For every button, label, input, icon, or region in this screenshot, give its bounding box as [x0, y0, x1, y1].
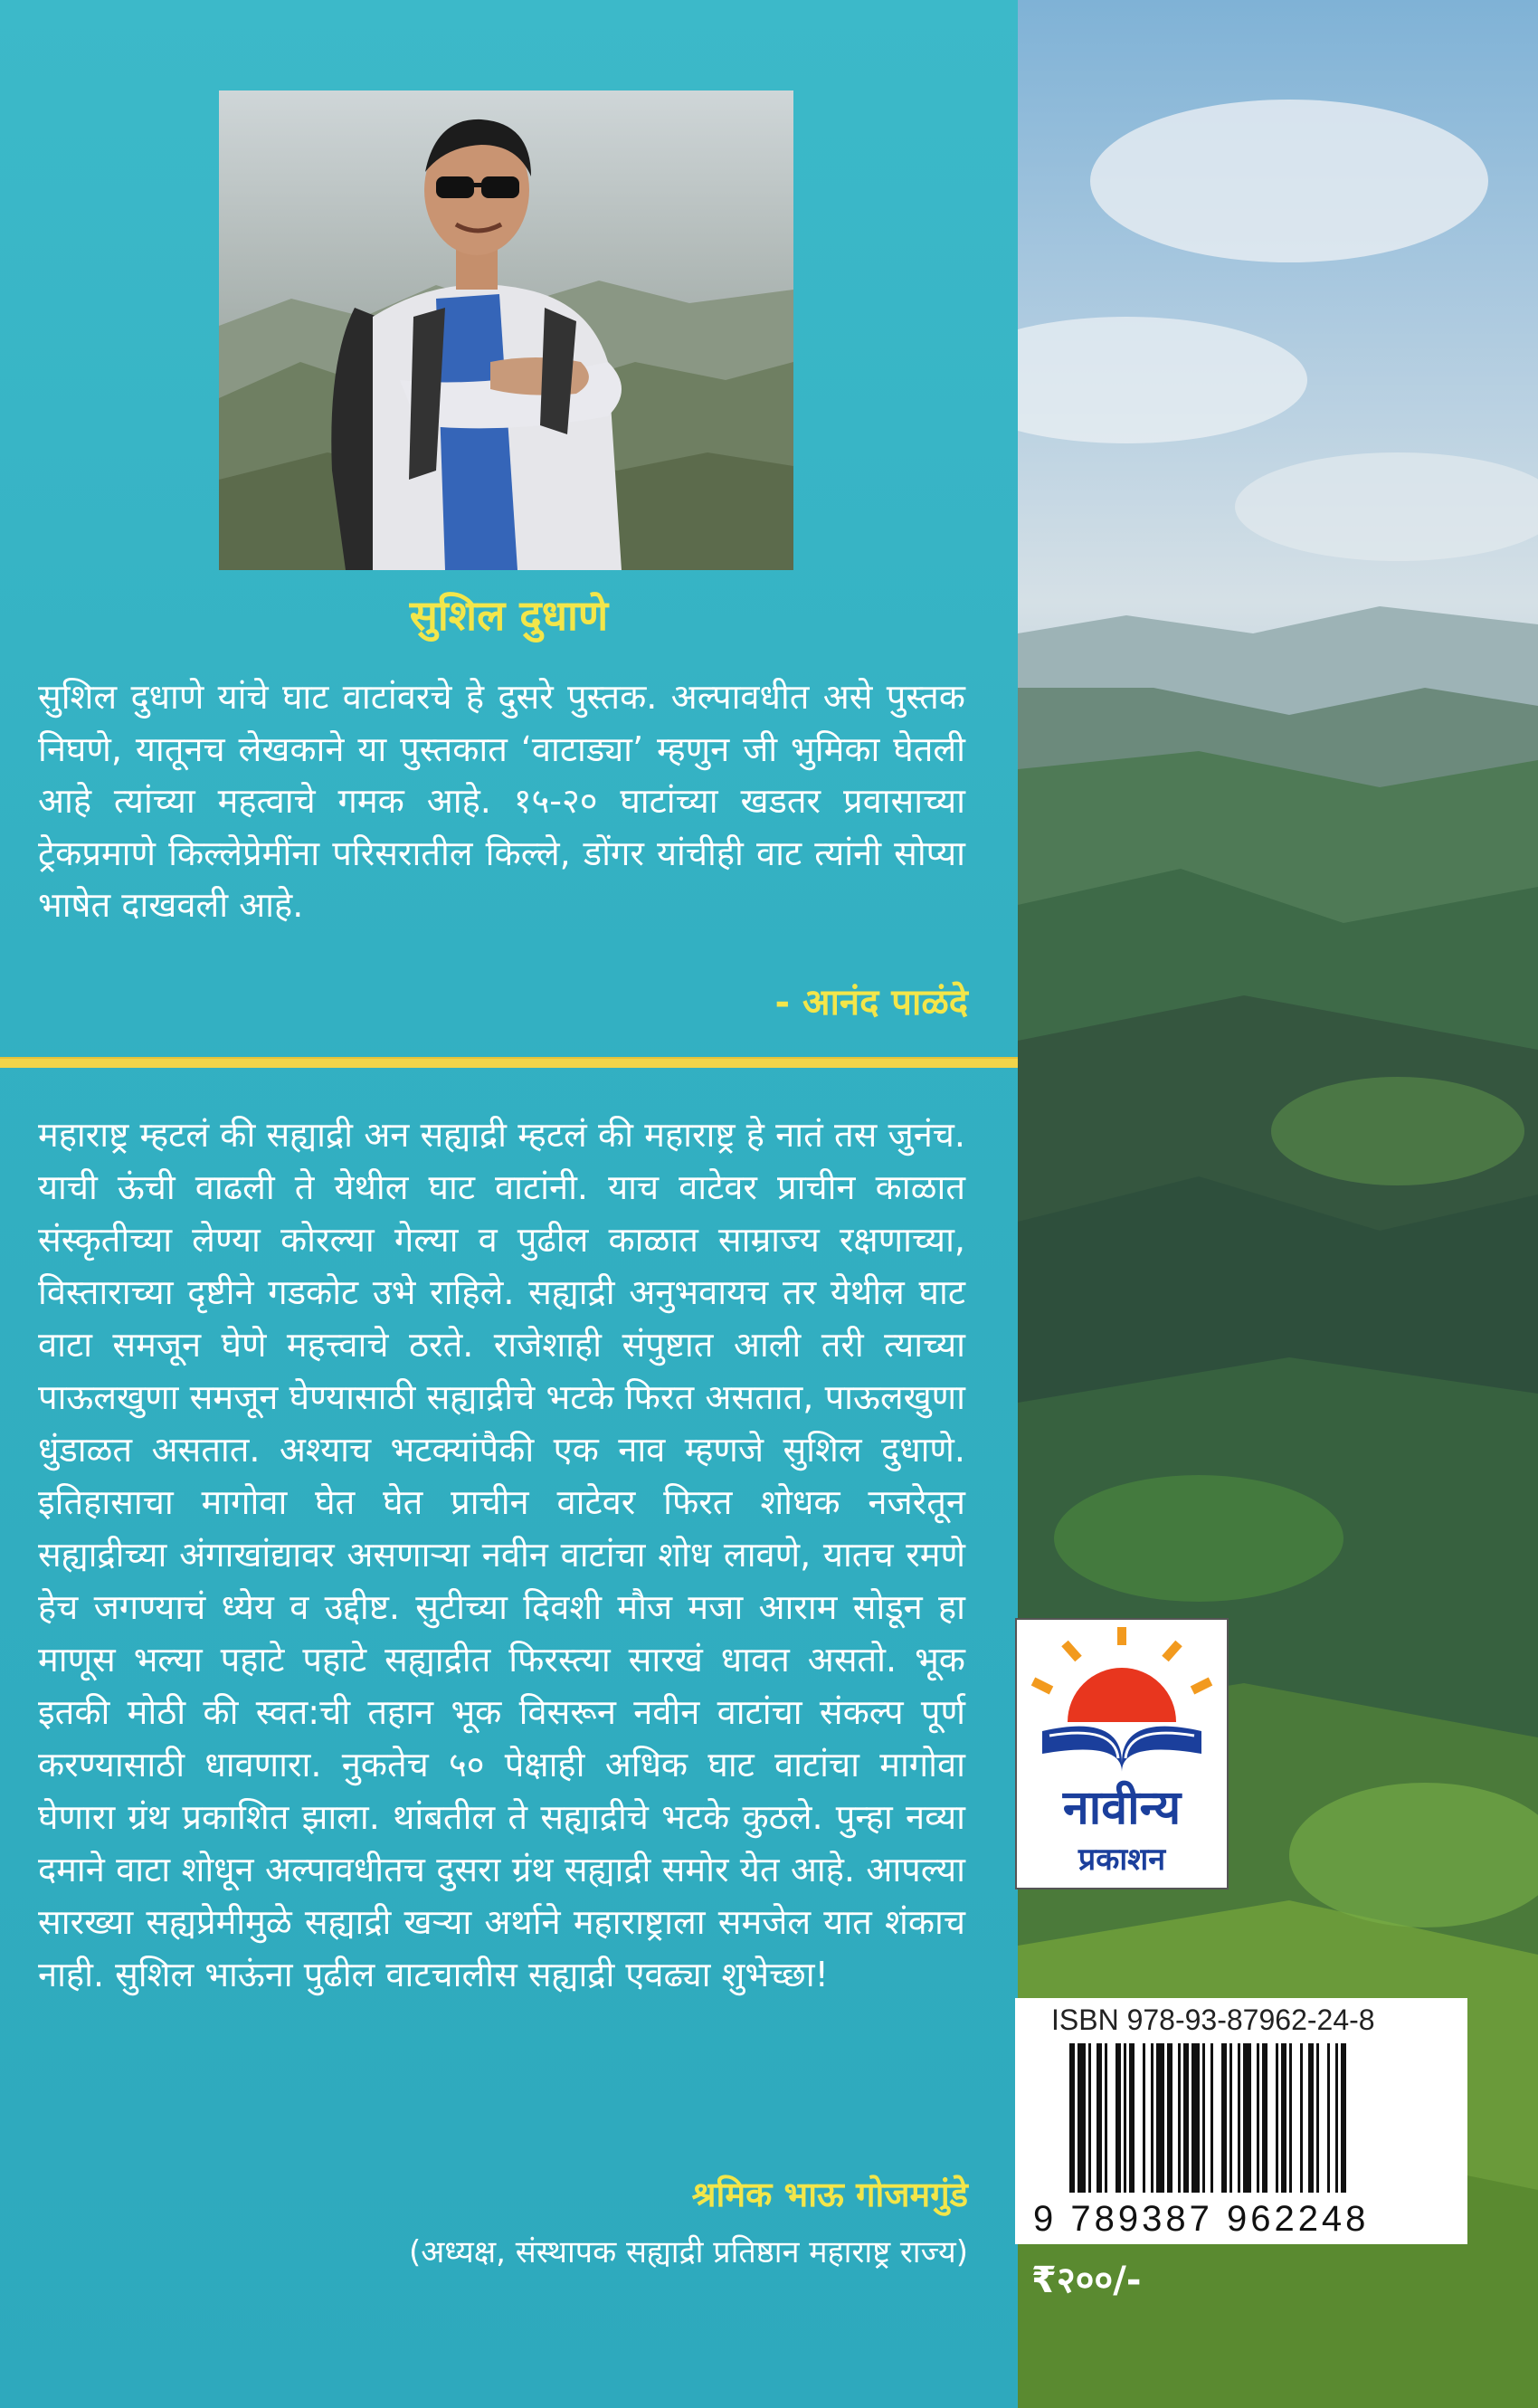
publisher-logo: [1015, 1618, 1229, 1889]
review-text: सुशिल दुधाणे यांचे घाट वाटांवरचे हे दुसरे पुस्तक. अल्पावधीत असे पुस्तक निघणे, यातूनच लेखकाने या पुस्तकात ‘वाटाड्या’ म्हणुन जी भुमिका घेतली आहे त्यांच्या महत्वाचे गमक आहे. १५-२० घाटांच्या खडतर प्रवासाच्या ट्रेकप्रमाणे किल्लेप्रेमींना परिसरातील किल्ले, डोंगर यांचीही वाट त्यांनी सोप्या भाषेत दाखवली आहे.: [38, 677, 965, 925]
blurb-attribution-role: (अध्यक्ष, संस्थापक सह्याद्री प्रतिष्ठान महाराष्ट्र राज्य): [409, 2234, 968, 2270]
publisher-name: नावीन्य: [1062, 1781, 1182, 1835]
review-attribution: - आनंद पाळंदे: [774, 982, 968, 1023]
section-divider: [0, 1057, 1018, 1068]
blurb-text: महाराष्ट्र म्हटलं की सह्याद्री अन सह्याद्री म्हटलं की महाराष्ट्र हे नातं तस जुनंच. याची ऊंची वाढली ते येथील घाट वाटांनी. याच वाटेवर प्राचीन काळात संस्कृतीच्या लेण्या कोरल्या गेल्या व पुढील काळात साम्राज्य रक्षणाच्या, विस्ताराच्या दृष्टीने गडकोट उभे राहिले. सह्याद्री अनुभवायच तर येथील घाट वाटा समजून घेणे महत्त्वाचे ठरते. राजेशाही संपुष्टात आली तरी त्याच्या पाऊलखुणा समजून घेण्यासाठी सह्याद्रीचे भटके फिरत असतात, पाऊलखुणा धुंडाळत असतात. अश्याच भटक्यांपैकी एक नाव म्हणजे सुशिल दुधाणे. इतिहासाचा मागोवा घेत घेत प्राचीन वाटेवर फिरत शोधक नजरेतून सह्याद्रीच्या अंगाखांद्यावर असणाऱ्या नवीन वाटांचा शोध लावणे, यातच रमणे हेच जगण्याचं ध्येय व उद्दीष्ट. सुटीच्या दिवशी मौज मजा आराम सोडून हा माणूस भल्या पहाटे पहाटे सह्याद्रीत फिरस्त्या सारखं धावत असतो. भूक इतकी मोठी की स्वत:ची तहान भूक विसरून नवीन वाटांचा संकल्प पूर्ण करण्यासाठी धावणारा. नुकतेच ५० पेक्षाही अधिक घाट वाटांचा मागोवा घेणारा ग्रंथ प्रकाशित झाला. थांबतील ते सह्याद्रीचे भटके कुठले. पुन्हा नव्या दमाने वाटा शोधून अल्पावधीतच दुसरा ग्रंथ सह्याद्री समोर येत आहे. आपल्या सारख्या सह्यप्रेमीमुळे सह्याद्री खऱ्या अर्थाने महाराष्ट्राला समजेल यात शंकाच नाही. सुशिल भाऊंना पुढील वाटचालीस सह्याद्री एवढ्या शुभेच्छा!: [38, 1115, 965, 1994]
barcode-icon: [1069, 2043, 1431, 2197]
barcode-digits: 9 789387 962248: [1033, 2199, 1370, 2239]
isbn-barcode: [1015, 1998, 1467, 2244]
author-name: सुशिल दुधाणे: [409, 591, 609, 640]
price: ₹२००/-: [1031, 2260, 1142, 2301]
publisher-subtitle: प्रकाशन: [1078, 1842, 1166, 1878]
sunrise-book-icon: [1024, 1627, 1220, 1776]
blurb-attribution: श्रमिक भाऊ गोजमगुंडे: [691, 2175, 968, 2214]
author-photo: [219, 90, 793, 570]
isbn-label: ISBN 978-93-87962-24-8: [1051, 2003, 1375, 2036]
